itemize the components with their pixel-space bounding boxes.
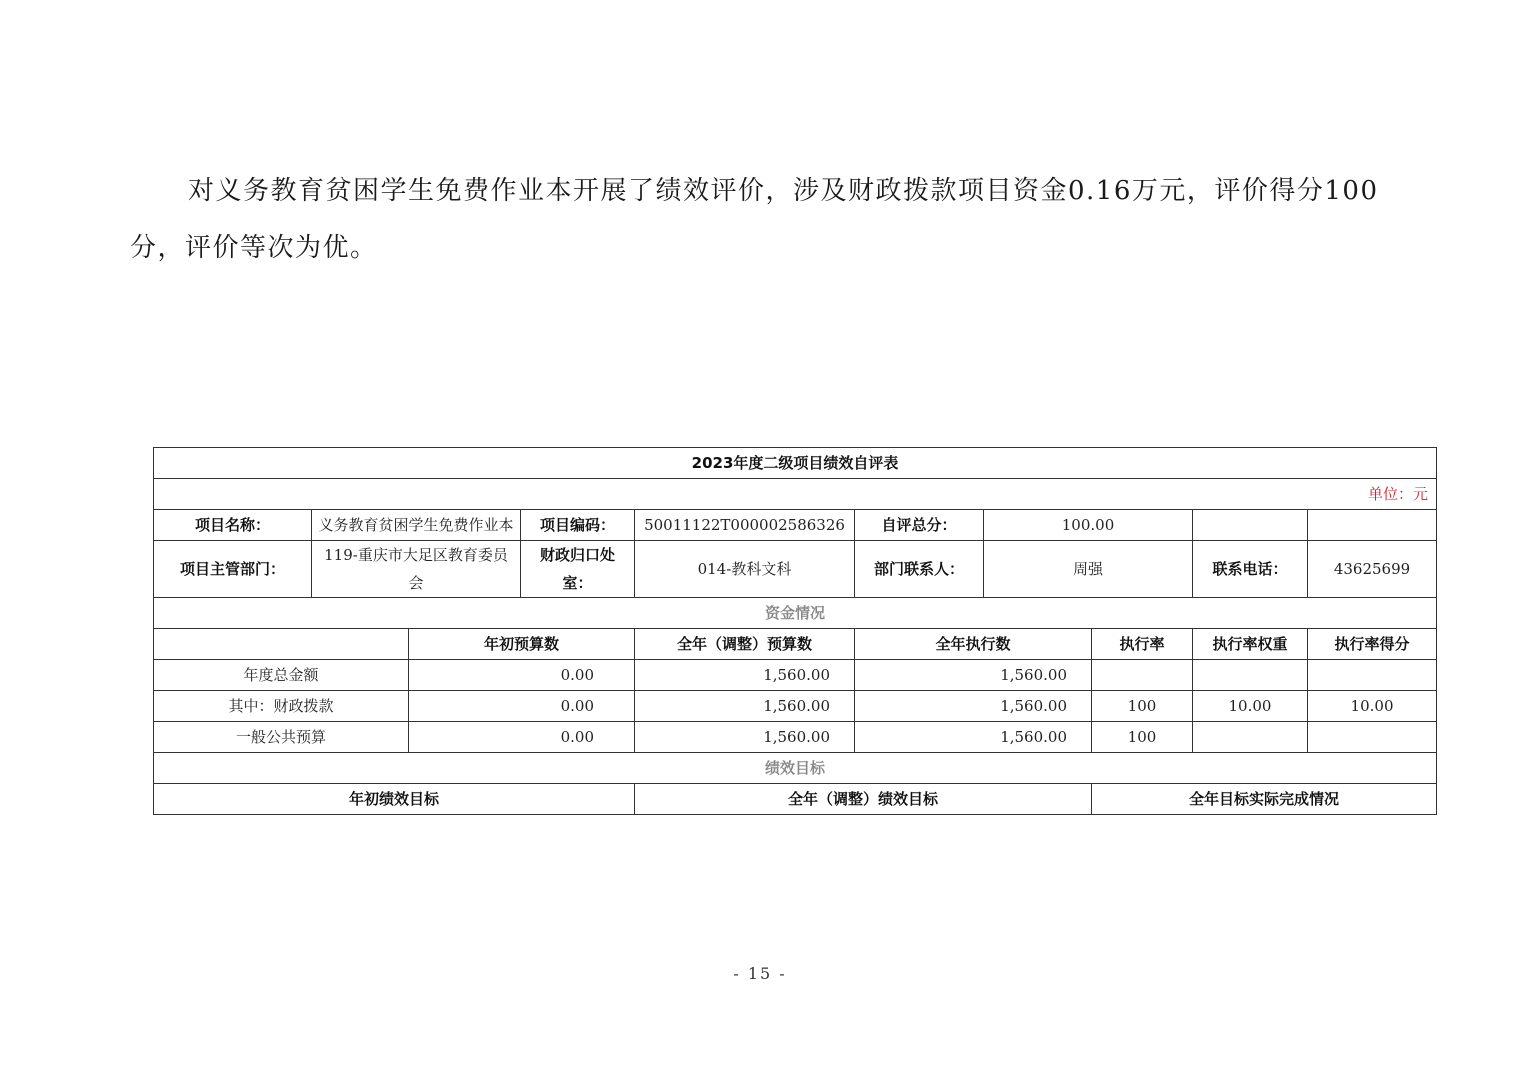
unit-row: [154, 479, 1437, 510]
execution-rate: 100: [1092, 722, 1193, 753]
funds-header: 执行率权重: [1193, 629, 1308, 660]
performance-self-evaluation-table: [153, 447, 1437, 815]
rate-weight: [1193, 660, 1308, 691]
initial-budget: 0.00: [409, 660, 635, 691]
finance-office-label: 财政归口处室：: [521, 541, 635, 598]
table-row: [154, 722, 1437, 753]
table-title-row: [154, 448, 1437, 479]
row-label: 其中：财政拨款: [154, 691, 409, 722]
executed-amount: 1,560.00: [855, 660, 1092, 691]
project-code-value: 50011122T000002586326: [635, 510, 855, 541]
funds-header: 年初预算数: [409, 629, 635, 660]
funds-section-title: 资金情况: [154, 598, 1437, 629]
goals-header: 年初绩效目标: [154, 784, 635, 815]
executed-amount: 1,560.00: [855, 691, 1092, 722]
project-code-label: 项目编码：: [521, 510, 635, 541]
contact-value: 周强: [984, 541, 1193, 598]
row-label: 一般公共预算: [154, 722, 409, 753]
phone-label: 联系电话：: [1193, 541, 1308, 598]
funds-section-row: [154, 598, 1437, 629]
execution-rate: 100: [1092, 691, 1193, 722]
table-row: [154, 660, 1437, 691]
goals-header: 全年目标实际完成情况: [1092, 784, 1437, 815]
initial-budget: 0.00: [409, 691, 635, 722]
info-row-1: [154, 510, 1437, 541]
goals-section-row: [154, 753, 1437, 784]
goals-section-title: 绩效目标: [154, 753, 1437, 784]
funds-header: 执行率得分: [1308, 629, 1437, 660]
row-label: 年度总金额: [154, 660, 409, 691]
dept-label: 项目主管部门：: [154, 541, 312, 598]
funds-header-row: [154, 629, 1437, 660]
dept-value: 119-重庆市大足区教育委员会: [312, 541, 521, 598]
adjusted-budget: 1,560.00: [635, 660, 855, 691]
adjusted-budget: 1,560.00: [635, 691, 855, 722]
info-row-2: [154, 541, 1437, 598]
empty-cell: [1308, 510, 1437, 541]
project-name-value: 义务教育贫困学生免费作业本: [312, 510, 521, 541]
table-title: 2023年度二级项目绩效自评表: [154, 448, 1437, 479]
intro-paragraph: 对义务教育贫困学生免费作业本开展了绩效评价，涉及财政拨款项目资金0.16万元，评价得分100分，评价等次为优。: [130, 176, 1379, 263]
funds-header: 执行率: [1092, 629, 1193, 660]
execution-rate: [1092, 660, 1193, 691]
funds-header: 全年执行数: [855, 629, 1092, 660]
table-row: [154, 691, 1437, 722]
self-score-value: 100.00: [984, 510, 1193, 541]
project-name-label: 项目名称：: [154, 510, 312, 541]
unit-label: 单位：元: [154, 479, 1437, 510]
goals-header-row: [154, 784, 1437, 815]
funds-header: 全年（调整）预算数: [635, 629, 855, 660]
finance-office-value: 014-教科文科: [635, 541, 855, 598]
adjusted-budget: 1,560.00: [635, 722, 855, 753]
page-number: - 15 -: [733, 964, 787, 983]
contact-label: 部门联系人：: [855, 541, 984, 598]
self-score-label: 自评总分：: [855, 510, 984, 541]
rate-weight: [1193, 722, 1308, 753]
phone-value: 43625699: [1308, 541, 1437, 598]
rate-score: 10.00: [1308, 691, 1437, 722]
funds-header-blank: [154, 629, 409, 660]
executed-amount: 1,560.00: [855, 722, 1092, 753]
rate-weight: 10.00: [1193, 691, 1308, 722]
empty-cell: [1193, 510, 1308, 541]
rate-score: [1308, 660, 1437, 691]
initial-budget: 0.00: [409, 722, 635, 753]
goals-header: 全年（调整）绩效目标: [635, 784, 1092, 815]
rate-score: [1308, 722, 1437, 753]
